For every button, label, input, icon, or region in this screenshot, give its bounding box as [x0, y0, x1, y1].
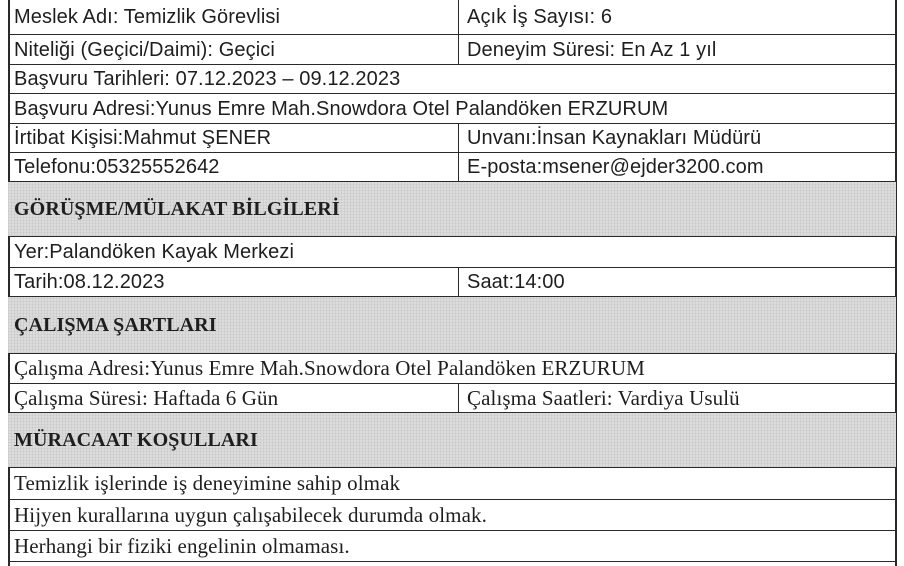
work-address-field: Çalışma Adresi:Yunus Emre Mah.Snowdora Otel Palandöken ERZURUM: [14, 356, 645, 380]
occupation-field: Meslek Adı: Temizlik Görevlisi: [8, 0, 459, 34]
email-field: E-posta:msener@ejder3200.com: [467, 156, 764, 178]
application-dates-field: Başvuru Tarihleri: 07.12.2023 – 09.12.2023: [14, 68, 401, 90]
work-conditions-section-header: [8, 296, 896, 353]
nature-field: Niteliği (Geçici/Daimi): Geçici: [8, 35, 459, 64]
row-interview-datetime: [8, 267, 896, 296]
requirement-text: Hijyen kurallarına uygun çalışabilecek durumda olmak.: [14, 502, 487, 527]
row-interview-place: [8, 236, 896, 267]
open-positions-field: Açık İş Sayısı: 6: [467, 6, 613, 28]
requirement-item: [8, 499, 896, 530]
row-contact: [8, 123, 896, 152]
row-application-address: [8, 93, 896, 123]
requirement-text: Temizlik işlerinde iş deneyimine sahip olmak: [14, 471, 401, 495]
interview-place-field: Yer:Palandöken Kayak Merkezi: [14, 241, 294, 263]
row-work-duration-hours: [8, 383, 896, 412]
contact-title-field: Unvanı:İnsan Kaynakları Müdürü: [467, 127, 762, 149]
interview-date-field: Tarih:08.12.2023: [8, 268, 459, 296]
requirements-section-header: [8, 412, 896, 467]
requirement-text: Herhangi bir fiziki engelinin olmaması.: [14, 533, 350, 558]
experience-field: Deneyim Süresi: En Az 1 yıl: [467, 38, 717, 61]
work-duration-field: Çalışma Süresi: Haftada 6 Gün: [8, 384, 459, 412]
requirements-heading: MÜRACAAT KOŞULLARI: [14, 429, 258, 451]
phone-field: Telefonu:05325552642: [8, 153, 459, 181]
work-hours-field: Çalışma Saatleri: Vardiya Usulü: [467, 385, 740, 410]
row-application-dates: [8, 64, 896, 93]
row-nature: [8, 34, 896, 64]
requirement-item: [8, 467, 896, 499]
row-work-address: [8, 353, 896, 383]
requirement-item: [8, 530, 896, 561]
contact-person-field: İrtibat Kişisi:Mahmut ŞENER: [8, 124, 459, 152]
interview-time-field: Saat:14:00: [467, 271, 565, 293]
application-address-field: Başvuru Adresi:Yunus Emre Mah.Snowdora Otel Palandöken ERZURUM: [14, 97, 669, 120]
row-phone-email: [8, 152, 896, 181]
interview-section-header: [8, 181, 896, 236]
row-occupation: [8, 0, 896, 34]
form-bottom-border: [8, 561, 896, 562]
work-conditions-heading: ÇALIŞMA ŞARTLARI: [14, 314, 217, 336]
interview-heading: GÖRÜŞME/MÜLAKAT BİLGİLERİ: [14, 198, 340, 220]
